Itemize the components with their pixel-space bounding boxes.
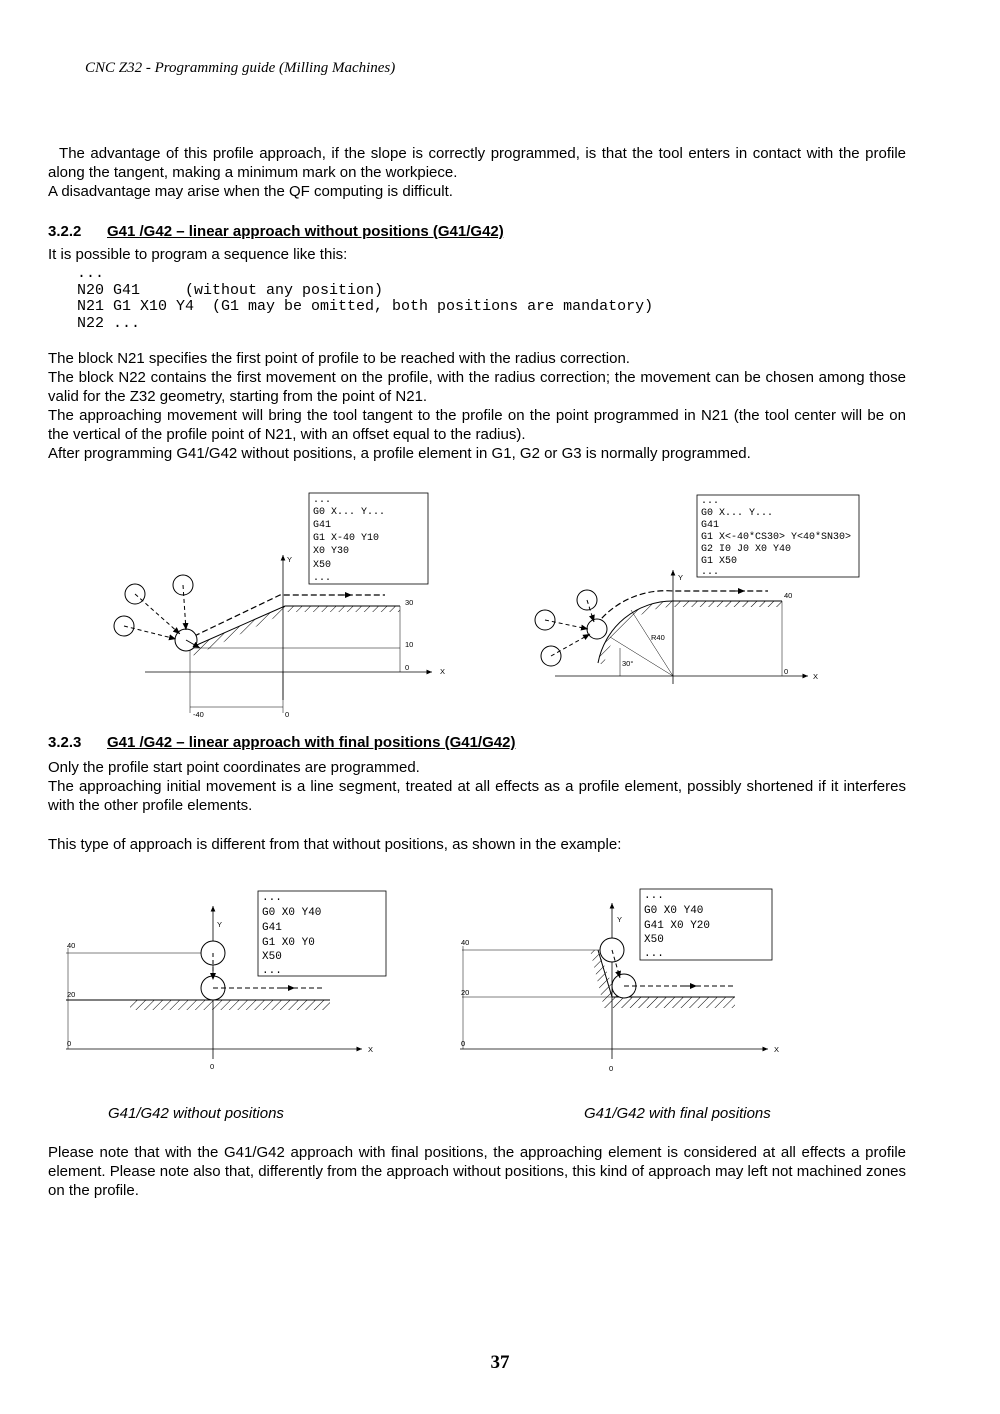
x-axis-label: X bbox=[440, 667, 446, 676]
y-axis-label: Y bbox=[617, 915, 623, 924]
code-line: N21 G1 X10 Y4 (G1 may be omitted, both positions are mandatory) bbox=[77, 298, 654, 315]
dim-label: 0 bbox=[784, 667, 789, 676]
example-intro: This type of approach is different from that without positions, as shown in the example: bbox=[48, 836, 622, 853]
page-number: 37 bbox=[490, 1352, 510, 1373]
y-axis-label: Y bbox=[217, 920, 223, 929]
box-line: ... bbox=[262, 892, 282, 904]
approach-path bbox=[587, 600, 594, 622]
body-paragraph: The approaching movement will bring the tool tangent to the profile on the point programmed in N21 (the tool center will be on the vertical of the profile point of N21, with an offset equal to the radius). bbox=[48, 407, 906, 443]
code-listing bbox=[77, 266, 653, 332]
box-line: G0 X0 Y40 bbox=[644, 905, 704, 917]
box-line: G0 X0 Y40 bbox=[262, 907, 322, 919]
box-line: G41 X0 Y20 bbox=[644, 920, 711, 932]
diagram-linear-approach bbox=[100, 488, 450, 720]
hatched-workpiece bbox=[130, 1000, 330, 1010]
box-line: X50 bbox=[313, 560, 332, 571]
radius-line bbox=[610, 637, 673, 676]
hatched-workpiece bbox=[598, 601, 782, 665]
box-line: ... bbox=[313, 495, 332, 506]
body-paragraph: The block N21 specifies the first point of profile to be reached with the radius correction. bbox=[48, 350, 630, 367]
dim-label: -40 bbox=[193, 710, 204, 719]
hatched-workpiece bbox=[190, 606, 400, 656]
tool-circle bbox=[587, 619, 607, 639]
code-line: N22 ... bbox=[77, 314, 141, 332]
dim-label: 10 bbox=[405, 640, 414, 649]
approach-path bbox=[183, 585, 186, 630]
code-line: ... bbox=[77, 265, 105, 282]
section-lead: It is possible to program a sequence like this: bbox=[48, 246, 348, 263]
box-line: G0 X... Y... bbox=[701, 508, 774, 519]
x-axis-label: X bbox=[774, 1045, 780, 1054]
box-line: ... bbox=[701, 567, 720, 578]
y-axis-label: Y bbox=[678, 573, 684, 582]
dim-label: 40 bbox=[67, 941, 76, 950]
y-axis-label: Y bbox=[287, 555, 293, 564]
section-number: 3.2.2 bbox=[48, 223, 82, 240]
dim-label: 40 bbox=[461, 938, 470, 947]
dim-label: 0 bbox=[609, 1064, 614, 1073]
note-paragraph: Please note that with the G41/G42 approach with final positions, the approaching element is considered at all effects a profile element. Please note also that, differently from the approach without positions, this kind of approach may left not machined zones on the profile. bbox=[48, 1144, 906, 1199]
intro-line: A disadvantage may arise when the QF computing is difficult. bbox=[48, 183, 453, 200]
radius-label: R40 bbox=[651, 633, 665, 642]
intro-paragraph bbox=[48, 144, 911, 201]
box-line: ... bbox=[644, 948, 664, 960]
body-paragraph: The approaching initial movement is a line segment, treated at all effects as a profile element, possibly shortened if it interferes with the other profile elements. bbox=[48, 778, 906, 814]
intro-line: The advantage of this profile approach, if the slope is correctly programmed, is that the tool enters in contact with the profile along the tangent, making a minimum mark on the workpiece. bbox=[48, 145, 911, 181]
box-line: G1 X-40 Y10 bbox=[313, 533, 380, 544]
box-line: G41 bbox=[262, 922, 282, 934]
box-line: X50 bbox=[262, 951, 282, 963]
approach-path bbox=[551, 634, 590, 656]
section-body bbox=[48, 758, 906, 815]
angle-label: 30° bbox=[622, 659, 634, 668]
tool-path bbox=[596, 591, 768, 625]
box-line: G41 bbox=[313, 520, 332, 531]
box-line: G1 X0 Y0 bbox=[262, 937, 315, 949]
figure-caption: G41/G42 without positions bbox=[108, 1105, 284, 1122]
figure-caption: G41/G42 with final positions bbox=[584, 1105, 771, 1122]
body-paragraph: The block N22 contains the first movement on the profile, with the radius correction; the movement can be chosen among those valid for the Z32 geometry, starting from the point of N21. bbox=[48, 369, 906, 405]
x-axis-label: X bbox=[813, 672, 819, 681]
section-number: 3.2.3 bbox=[48, 734, 82, 751]
box-line: ... bbox=[644, 890, 664, 902]
approach-path bbox=[135, 594, 180, 634]
dim-label: 20 bbox=[461, 988, 470, 997]
dim-label: 0 bbox=[285, 710, 290, 719]
box-line: G2 I0 J0 X0 Y40 bbox=[701, 544, 792, 555]
box-line: G1 X<-40*CS30> Y<40*SN30> bbox=[701, 532, 852, 543]
profile-line bbox=[598, 601, 782, 663]
diagram-with-final-positions bbox=[450, 885, 795, 1075]
section-title: G41 /G42 – linear approach with final positions (G41/G42) bbox=[107, 734, 516, 751]
box-line: ... bbox=[262, 965, 282, 977]
body-paragraph: After programming G41/G42 without positions, a profile element in G1, G2 or G3 is normally programmed. bbox=[48, 445, 751, 462]
x-axis-label: X bbox=[368, 1045, 374, 1054]
box-line: G0 X... Y... bbox=[313, 507, 386, 518]
box-line: G1 X50 bbox=[701, 556, 738, 567]
dim-label: 20 bbox=[67, 990, 76, 999]
running-header: CNC Z32 - Programming guide (Milling Machines) bbox=[85, 60, 396, 76]
section-title: G41 /G42 – linear approach without positions (G41/G42) bbox=[107, 223, 504, 240]
box-line: ... bbox=[313, 573, 332, 584]
tool-path bbox=[186, 595, 385, 640]
body-paragraph: Only the profile start point coordinates are programmed. bbox=[48, 759, 420, 776]
diagram-arc-approach bbox=[520, 488, 870, 688]
box-line: X0 Y30 bbox=[313, 546, 350, 557]
dim-label: 0 bbox=[461, 1039, 466, 1048]
dim-label: 0 bbox=[405, 663, 410, 672]
box-line: ... bbox=[701, 496, 720, 507]
radius-line bbox=[631, 610, 673, 676]
diagram-without-positions bbox=[55, 885, 400, 1075]
dim-label: 40 bbox=[784, 591, 793, 600]
dim-label: 30 bbox=[405, 598, 414, 607]
box-line: G41 bbox=[701, 520, 720, 531]
code-line: N20 G41 (without any position) bbox=[77, 281, 384, 299]
dim-label: 0 bbox=[67, 1039, 72, 1048]
section-body bbox=[48, 349, 906, 463]
box-line: X50 bbox=[644, 934, 664, 946]
dim-label: 0 bbox=[210, 1062, 215, 1071]
